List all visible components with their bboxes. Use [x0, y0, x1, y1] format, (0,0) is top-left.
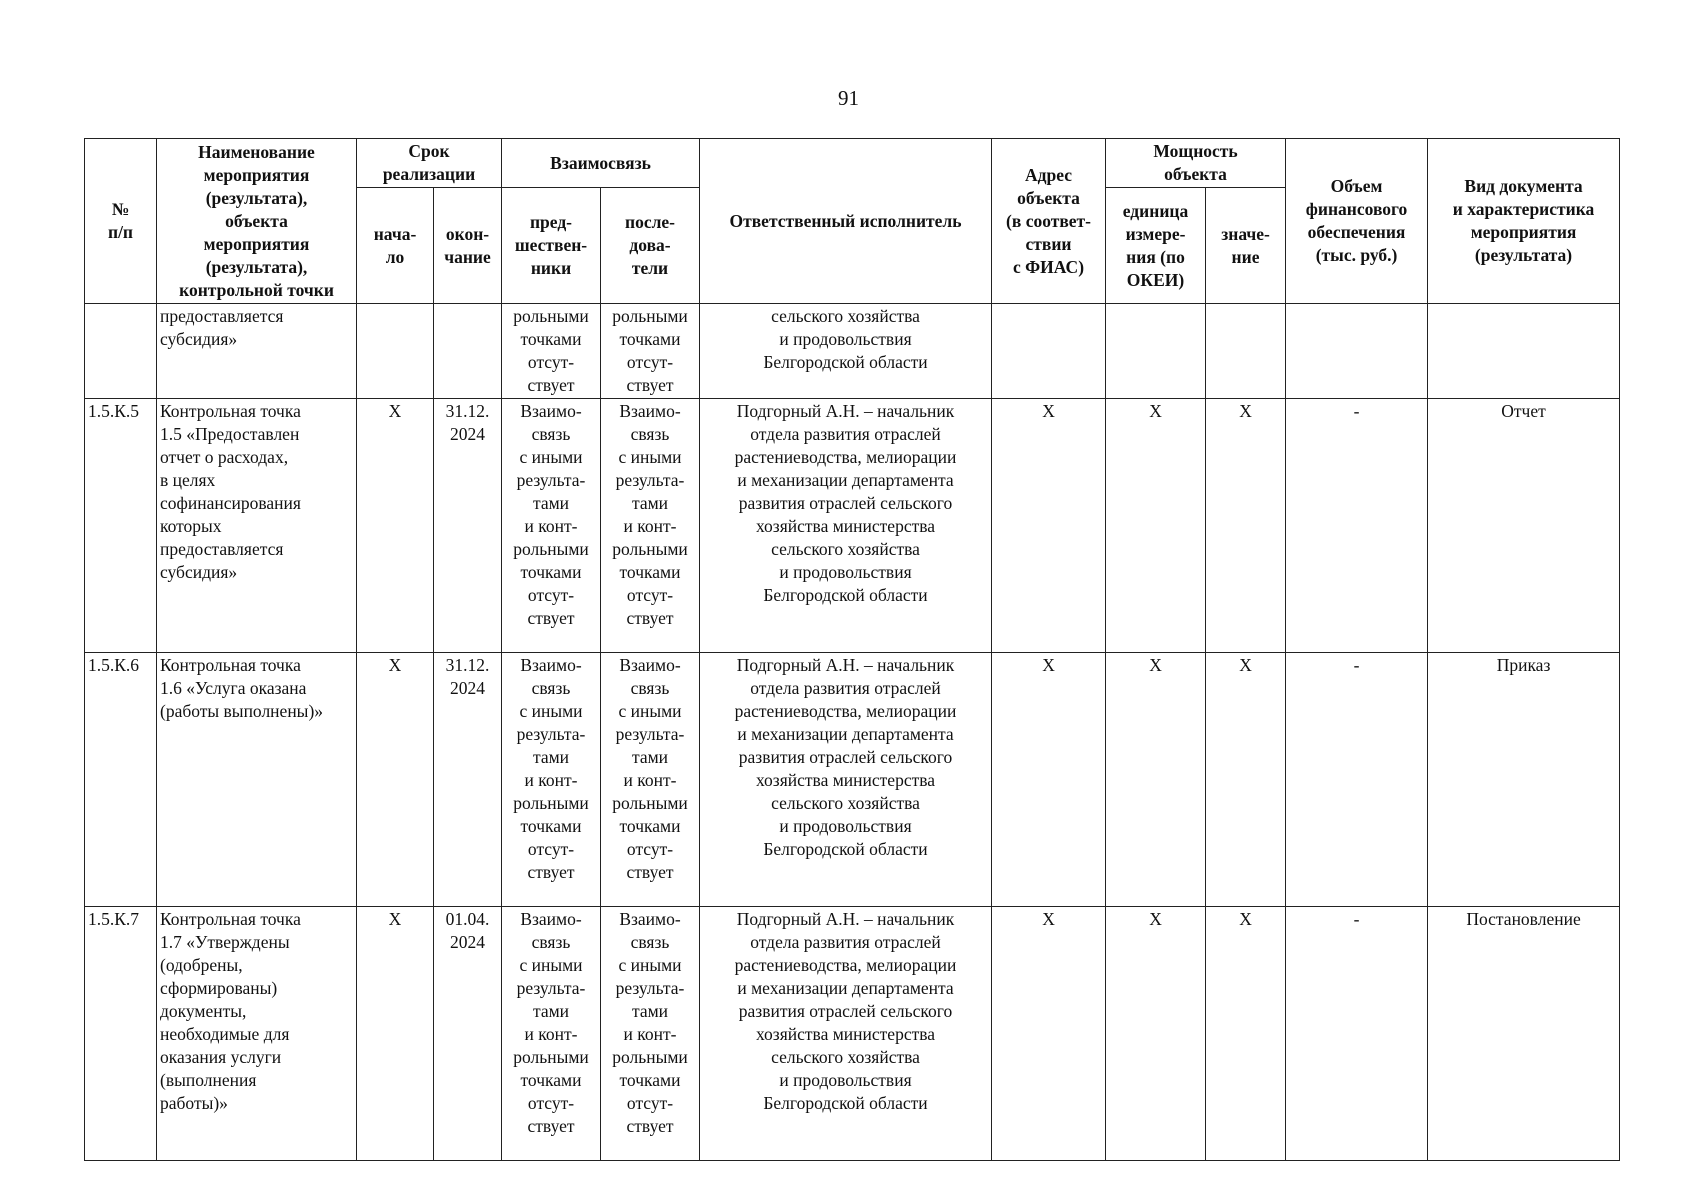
table-row [85, 653, 1620, 907]
cell-start [357, 304, 434, 399]
cell-unit [1106, 304, 1206, 399]
table-row [85, 907, 1620, 1161]
cell-name: Контрольная точка 1.5 «Предоставлен отчет о расходах, в целях софинансирования которых предоставляется субсидия» [157, 399, 357, 653]
cell-unit: Х [1106, 399, 1206, 653]
cell-name: Контрольная точка 1.6 «Услуга оказана (работы выполнены)» [157, 653, 357, 907]
cell-pred: Взаимо- связь с иными результа- тами и конт- рольными точками отсут- ствует [502, 399, 601, 653]
cell-doc [1428, 304, 1620, 399]
cell-doc: Отчет [1428, 399, 1620, 653]
cell-start: Х [357, 399, 434, 653]
header-link: Взаимосвязь [502, 139, 700, 188]
cell-pred: Взаимо- связь с иными результа- тами и конт- рольными точками отсут- ствует [502, 907, 601, 1161]
header-capacity-unit: единица измере- ния (по ОКЕИ) [1106, 188, 1206, 304]
cell-funding [1286, 304, 1428, 399]
table-body [85, 304, 1620, 1161]
cell-end: 31.12. 2024 [434, 399, 502, 653]
header-funding: Объем финансового обеспечения (тыс. руб.) [1286, 139, 1428, 304]
cell-doc: Постановление [1428, 907, 1620, 1161]
header-term: Срок реализации [357, 139, 502, 188]
cell-doc: Приказ [1428, 653, 1620, 907]
table-header [85, 139, 1620, 304]
cell-pred: Взаимо- связь с иными результа- тами и конт- рольными точками отсут- ствует [502, 653, 601, 907]
plan-table [84, 138, 1620, 1161]
cell-pred: рольными точками отсут- ствует [502, 304, 601, 399]
cell-address: Х [992, 907, 1106, 1161]
cell-next: Взаимо- связь с иными результа- тами и конт- рольными точками отсут- ствует [601, 653, 700, 907]
header-responsible: Ответственный исполнитель [700, 139, 992, 304]
cell-funding: - [1286, 907, 1428, 1161]
header-link-next: после- дова- тели [601, 188, 700, 304]
header-capacity-value: значе- ние [1206, 188, 1286, 304]
cell-num: 1.5.К.7 [85, 907, 157, 1161]
cell-responsible: Подгорный А.Н. – начальник отдела развития отраслей растениеводства, мелиорации и механизации департамента развития отраслей сельского хозяйства министерства сельского хозяйства и продовольствия Белгородской области [700, 653, 992, 907]
cell-value [1206, 304, 1286, 399]
cell-funding: - [1286, 399, 1428, 653]
cell-funding: - [1286, 653, 1428, 907]
cell-responsible: Подгорный А.Н. – начальник отдела развития отраслей растениеводства, мелиорации и механизации департамента развития отраслей сельского хозяйства министерства сельского хозяйства и продовольствия Белгородской области [700, 907, 992, 1161]
cell-next: Взаимо- связь с иными результа- тами и конт- рольными точками отсут- ствует [601, 907, 700, 1161]
cell-num: 1.5.К.6 [85, 653, 157, 907]
cell-start: Х [357, 907, 434, 1161]
cell-unit: Х [1106, 653, 1206, 907]
cell-name: Контрольная точка 1.7 «Утверждены (одобрены, сформированы) документы, необходимые для оказания услуги (выполнения работы)» [157, 907, 357, 1161]
cell-unit: Х [1106, 907, 1206, 1161]
cell-start: Х [357, 653, 434, 907]
header-term-end: окон- чание [434, 188, 502, 304]
cell-end [434, 304, 502, 399]
cell-num: 1.5.К.5 [85, 399, 157, 653]
cell-address: Х [992, 399, 1106, 653]
cell-next: рольными точками отсут- ствует [601, 304, 700, 399]
cell-responsible: сельского хозяйства и продовольствия Белгородской области [700, 304, 992, 399]
header-link-pred: пред- шествен- ники [502, 188, 601, 304]
cell-value: Х [1206, 653, 1286, 907]
cell-address [992, 304, 1106, 399]
cell-end: 01.04. 2024 [434, 907, 502, 1161]
header-capacity: Мощность объекта [1106, 139, 1286, 188]
header-term-start: нача- ло [357, 188, 434, 304]
cell-num [85, 304, 157, 399]
cell-value: Х [1206, 399, 1286, 653]
header-num: № п/п [85, 139, 157, 304]
cell-end: 31.12. 2024 [434, 653, 502, 907]
header-address: Адрес объекта (в соответ- ствии с ФИАС) [992, 139, 1106, 304]
cell-next: Взаимо- связь с иными результа- тами и конт- рольными точками отсут- ствует [601, 399, 700, 653]
header-doc: Вид документа и характеристика мероприятия (результата) [1428, 139, 1620, 304]
page-number: 91 [838, 86, 859, 110]
cell-name: предоставляется субсидия» [157, 304, 357, 399]
cell-responsible: Подгорный А.Н. – начальник отдела развития отраслей растениеводства, мелиорации и механизации департамента развития отраслей сельского хозяйства министерства сельского хозяйства и продовольствия Белгородской области [700, 399, 992, 653]
cell-address: Х [992, 653, 1106, 907]
table-row [85, 399, 1620, 653]
table-row [85, 304, 1620, 399]
header-name: Наименование мероприятия (результата), объекта мероприятия (результата), контрольной точки [157, 139, 357, 304]
cell-value: Х [1206, 907, 1286, 1161]
